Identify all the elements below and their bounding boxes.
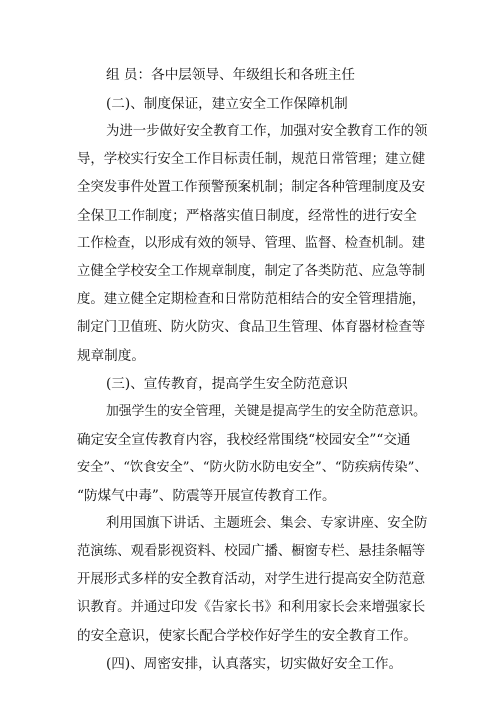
paragraph-line: 利用国旗下讲话、主题班会、集会、专家讲座、安全防 [106, 516, 428, 531]
section-heading-4: (四)、周密安排，认真落实，切实做好安全工作。 [106, 656, 403, 672]
paragraph-line: 全保卫工作制度；严格落实值日制度，经常性的进行安全 [77, 208, 417, 224]
paragraph-line: 安全”、“饮食安全”、“防火防水防电安全”、“防疾病传染”、 [77, 460, 428, 475]
paragraph-line: 工作检查，以形成有效的领导、管理、监督、检查机制。建 [77, 236, 426, 251]
group-members-line: 组 员：各中层领导、年级组长和各班主任 [106, 67, 356, 83]
paragraph-line: 全突发事件处置工作预警预案机制；制定各种管理制度及安 [77, 180, 426, 195]
paragraph-line: 确定安全宣传教育内容，我校经常围绕“校园安全”“交通 [77, 432, 411, 448]
paragraph-line: 范演练、观看影视资料、校园广播、橱窗专栏、悬挂条幅等 [77, 544, 426, 559]
paragraph-line: 的安全意识，使家长配合学校作好学生的安全教育工作。 [77, 628, 417, 644]
paragraph-line: 识教育。并通过印发《告家长书》和利用家长会来增强家长 [77, 600, 426, 615]
paragraph-line: 加强学生的安全管理，关键是提高学生的安全防范意识。 [106, 404, 426, 419]
paragraph-line: 制定门卫值班、防火防灾、食品卫生管理、体育器材检查等 [77, 320, 426, 335]
paragraph-line: 开展形式多样的安全教育活动，对学生进行提高安全防范意 [77, 572, 426, 587]
paragraph-line: 规章制度。 [77, 348, 145, 364]
paragraph-line: 导，学校实行安全工作目标责任制，规范日常管理；建立健 [77, 152, 426, 167]
section-heading-2: (二)、制度保证，建立安全工作保障机制 [106, 96, 348, 112]
paragraph-line: 度。建立健全定期检查和日常防范相结合的安全管理措施， [77, 292, 426, 307]
paragraph-line: 为进一步做好安全教育工作，加强对安全教育工作的领 [106, 124, 428, 139]
section-heading-3: (三)、宣传教育，提高学生安全防范意识 [106, 376, 348, 392]
paragraph-line: 立健全学校安全工作规章制度，制定了各类防范、应急等制 [77, 264, 426, 279]
paragraph-line: “防煤气中毒”、防震等开展宣传教育工作。 [77, 488, 336, 504]
